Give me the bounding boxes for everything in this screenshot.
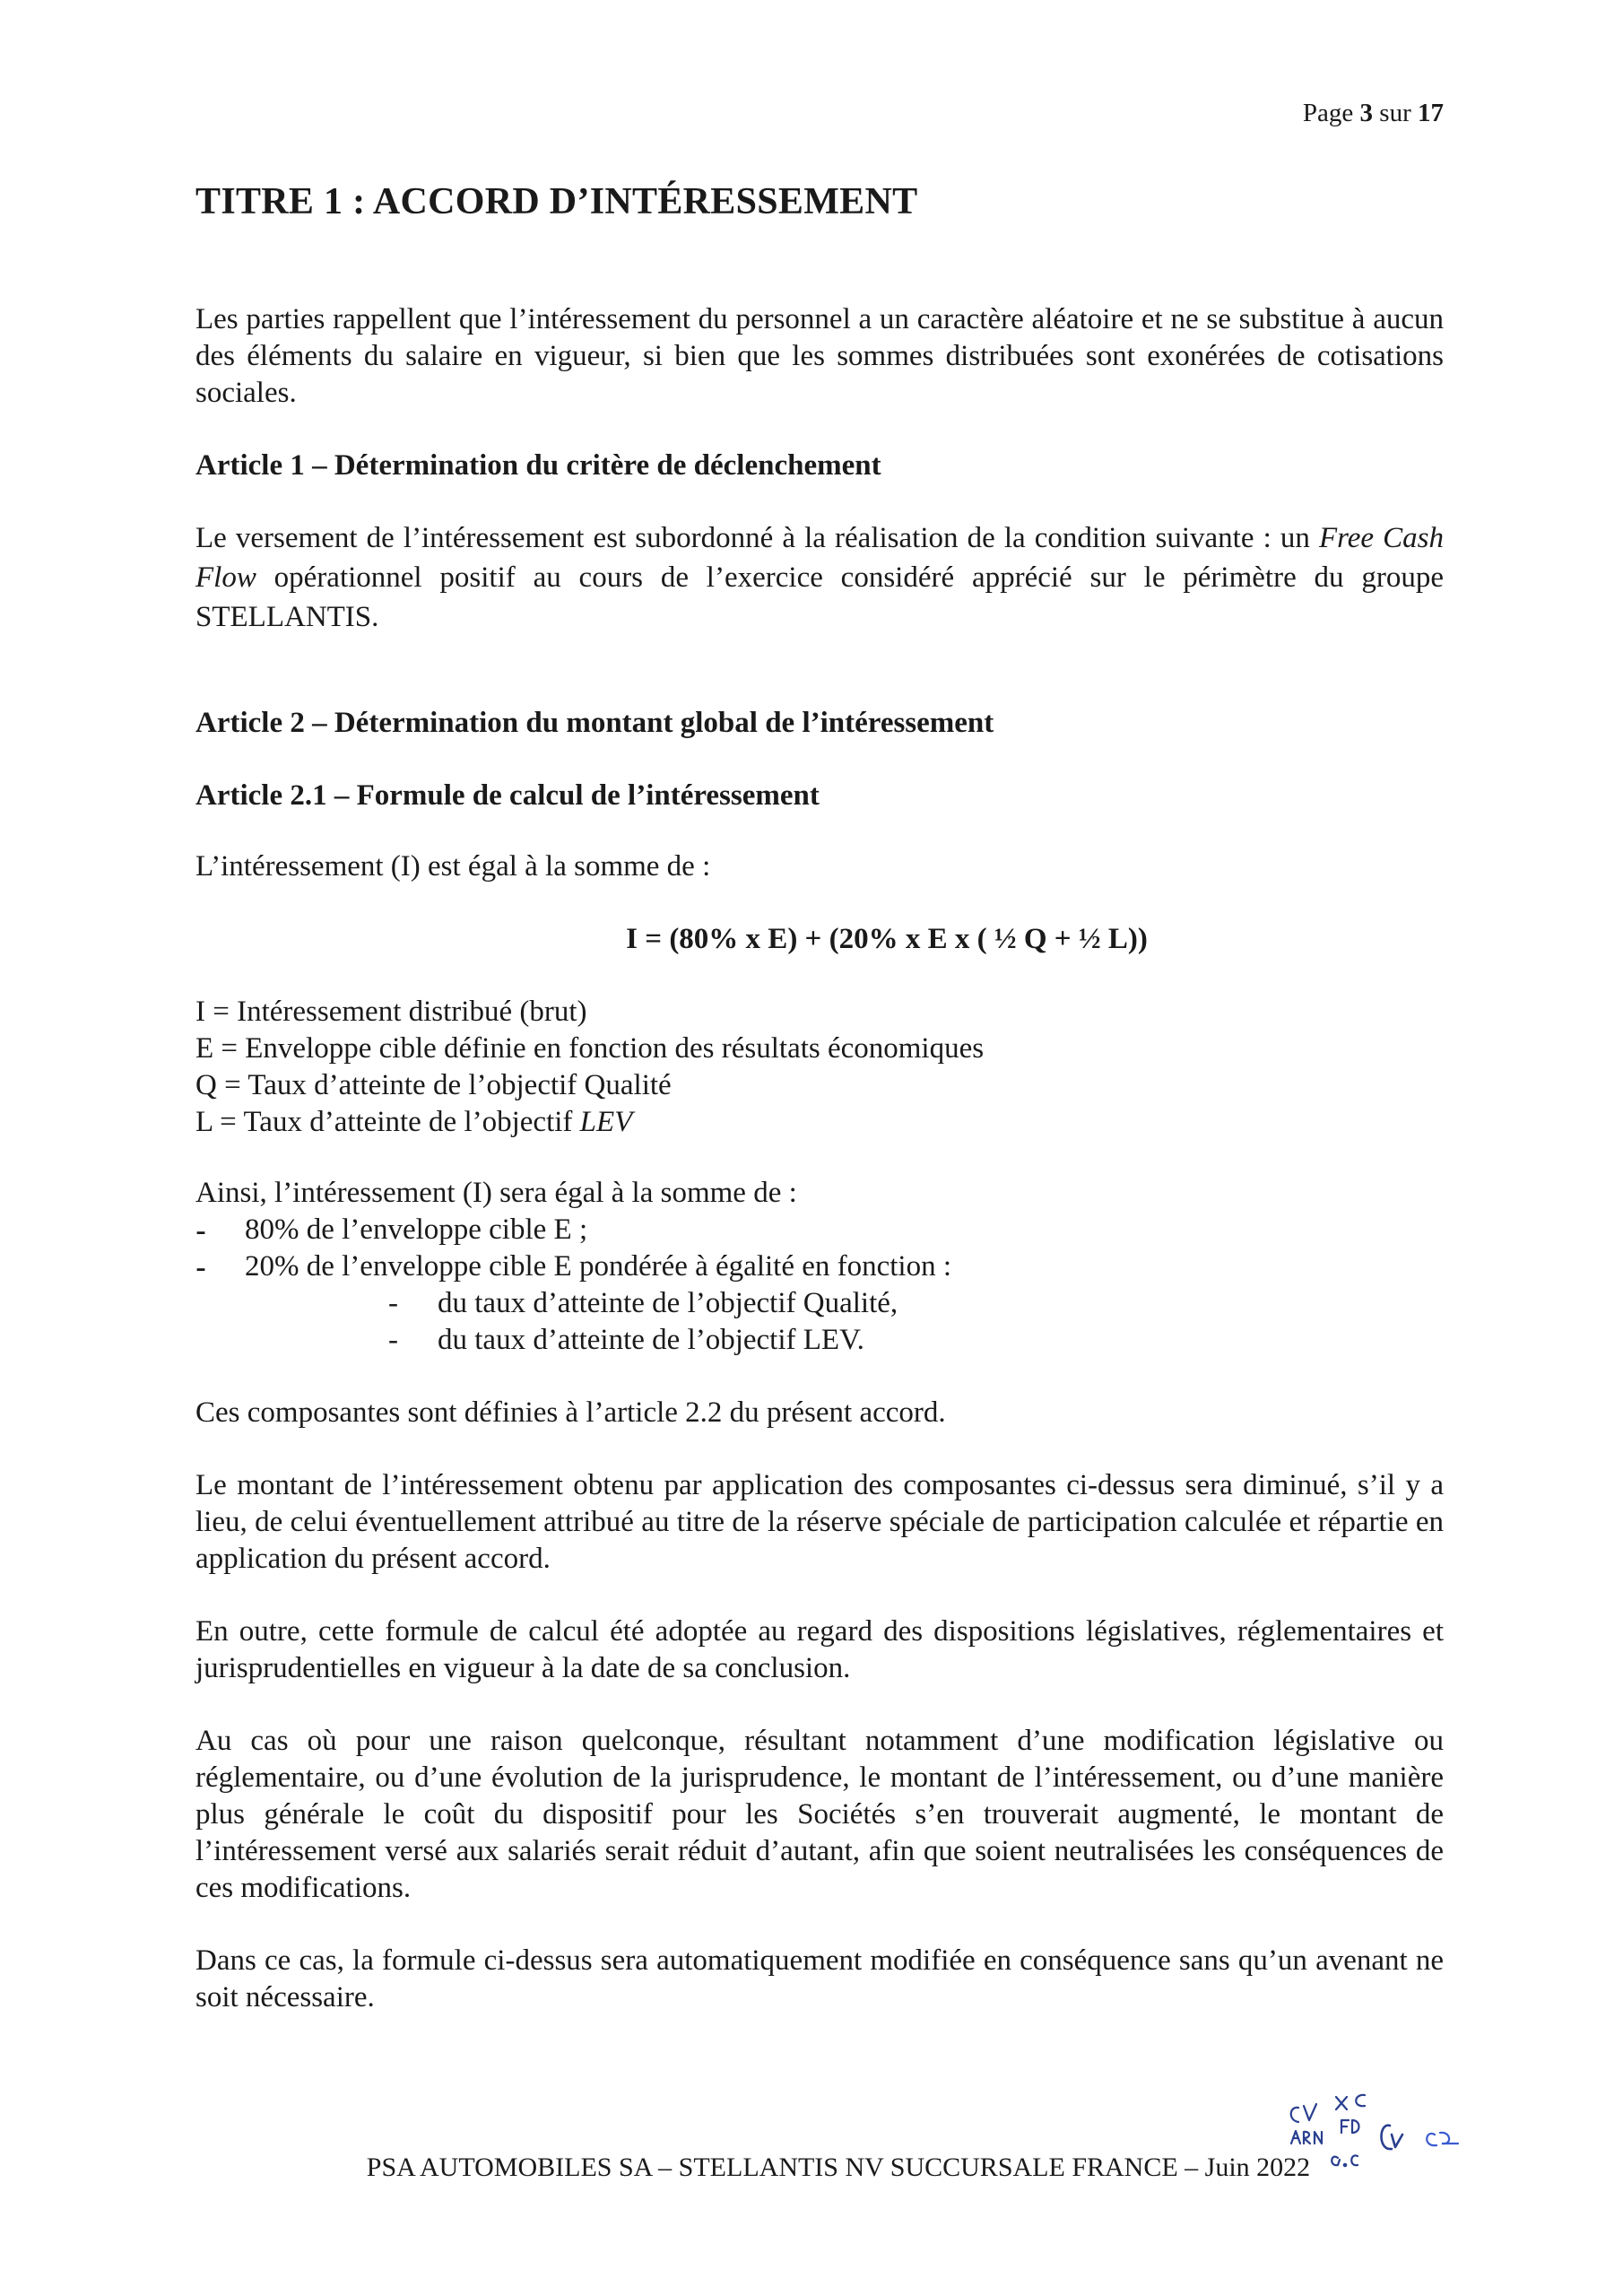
paragraph-modification-automatique: Dans ce cas, la formule ci-dessus sera automatiquement modifiée en conséquence sans qu’un avenant ne soit nécessaire. [195, 1944, 1444, 2013]
sub-list-item: - du taux d’atteinte de l’objectif LEV. [388, 1322, 1444, 1359]
paragraph-diminution: Le montant de l’intéressement obtenu par application des composantes ci-dessus sera diminué, s’il y a lieu, de celui éventuellement attribué au titre de la réserve spéciale de participation calculée et répartie en application du présent accord. [195, 1469, 1444, 1575]
document-footer: PSA AUTOMOBILES SA – STELLANTIS NV SUCCURSALE FRANCE – Juin 2022 [366, 2152, 1311, 2182]
sub-list-item: - du taux d’atteinte de l’objectif Qualité, [388, 1285, 1444, 1322]
list-item: - 80% de l’enveloppe cible E ; [195, 1212, 1444, 1248]
formula: I = (80% x E) + (20% x E x ( ½ Q + ½ L)) [626, 923, 1148, 955]
ainsi-intro: Ainsi, l’intéressement (I) sera égal à la somme de : [195, 1177, 797, 1209]
intro-paragraph: Les parties rappellent que l’intéressement du personnel a un caractère aléatoire et ne se substitue à aucun des éléments du salaire en vigueur, si bien que les sommes distribuées sont exonérées de cotisations sociales. [195, 303, 1444, 409]
article-2-title: Article 2 – Détermination du montant global de l’intéressement [195, 707, 994, 739]
composition-list [195, 1212, 1444, 1359]
formula-intro: L’intéressement (I) est égal à la somme de : [195, 850, 711, 883]
paragraph-formule-adoptee: En outre, cette formule de calcul été adoptée au regard des dispositions législatives, réglementaires et jurisprudentielles en vigueur à la date de sa conclusion. [195, 1615, 1444, 1684]
definition-q: Q = Taux d’atteinte de l’objectif Qualité [195, 1069, 672, 1101]
sub-list [245, 1285, 1444, 1359]
document-title: TITRE 1 : ACCORD D’INTÉRESSEMENT [195, 181, 918, 222]
formula-definitions [195, 994, 1444, 1141]
list-item: - 20% de l’enveloppe cible E pondérée à égalité en fonction : - du taux d’atteinte de l’objectif Qualité, - du taux d’atteinte de l’objectif LEV. [195, 1248, 1444, 1359]
page-number: Page 3 sur 17 [1302, 99, 1444, 127]
definition-i: I = Intéressement distribué (brut) [195, 996, 587, 1028]
paragraph-composantes: Ces composantes sont définies à l’article 2.2 du présent accord. [195, 1396, 946, 1429]
document-body [195, 170, 1444, 2016]
article-1-title: Article 1 – Détermination du critère de déclenchement [195, 449, 881, 482]
definition-e: E = Enveloppe cible définie en fonction des résultats économiques [195, 1032, 985, 1065]
paragraph-neutralisation: Au cas où pour une raison quelconque, résultant notamment d’une modification législative ou réglementaire, ou d’une évolution de la jurisprudence, le montant de l’intéressement, ou d’une manière plus générale le coût du dispositif pour les Sociétés s’en trouverait augmenté, le montant de l’intéressement versé aux salariés serait réduit d’autant, afin que soient neutralisées les conséquences de ces modifications. [195, 1725, 1444, 1904]
definition-l: L = Taux d’atteinte de l’objectif LEV [195, 1106, 633, 1138]
article-1-body: Le versement de l’intéressement est subordonné à la réalisation de la condition suivante : un Free Cash Flow opérationnel positif au cours de l’exercice considéré apprécié sur le périmètre du groupe STELLANTIS. [195, 522, 1444, 633]
article-2-1-title: Article 2.1 – Formule de calcul de l’intéressement [195, 779, 820, 812]
